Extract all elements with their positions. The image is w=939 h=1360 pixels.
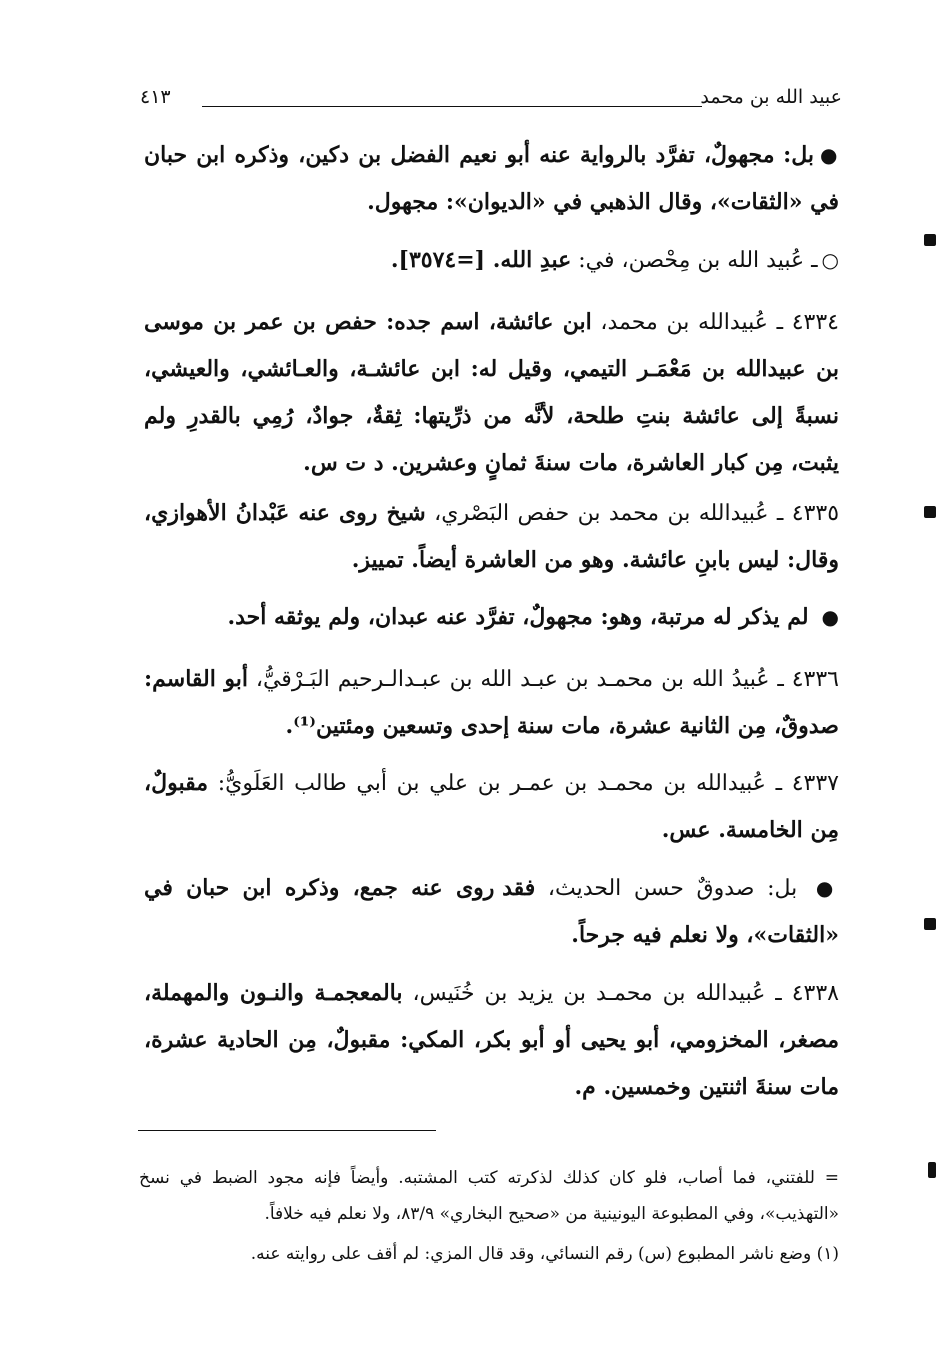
note-lead: بل: صدوقٌ حسن الحديث، bbox=[547, 876, 798, 901]
entry-note-p1 bbox=[144, 132, 839, 226]
bullet-filled-icon: ● bbox=[820, 143, 840, 167]
entry-text: ابن عائشة، اسم جده: حفص بن عمر بن موسى بن عبيدالله بن مَعْمَـر التيمي، وقيل له: ابن عائشـة، والعـائشي، والعيشي، نسبةً إلى عائشة بنتِ طلحة، لأنَّه من ذرِّيتها: ثِقةٌ، جوادٌ، رُمِي بالقدرِ ولم يثبت، مِن كبار العاشرة، مات سنةَ ثمانٍ وعشرين. د ت س. bbox=[144, 309, 839, 476]
note-lead: بل: bbox=[783, 142, 814, 168]
bullet-hollow-icon: ○ bbox=[821, 248, 839, 272]
entry-lead: ـ عُبيدالله بن محمـد بن يزيد بن خُنَيس، bbox=[412, 981, 782, 1006]
entry-4336 bbox=[144, 656, 839, 750]
scan-edge-mark bbox=[924, 506, 936, 518]
entry-number: ٤٣٣٤ bbox=[791, 310, 839, 335]
entry-number: ٤٣٣٧ bbox=[791, 771, 839, 796]
footnote-1: (١) وضع ناشر المطبوع (س) رقم النسائي، وقد قال المزي: لم أقف على روايته عنه. bbox=[250, 1244, 839, 1264]
page-number: ٤١٣ bbox=[140, 86, 171, 108]
entry-number: ٤٣٣٥ bbox=[791, 501, 840, 526]
entry-4335 bbox=[144, 490, 839, 584]
entry-4334 bbox=[144, 299, 839, 487]
note-text: فقد روى عنه جمع، وذكره ابن حبان في «الثقات»، ولا نعلم فيه جرحاً. bbox=[144, 875, 839, 948]
scan-edge-mark bbox=[924, 918, 936, 930]
bullet-filled-icon: ● bbox=[821, 605, 839, 629]
note-text: لم يذكر له مرتبة، وهو: مجهولٌ، تفرَّد عنه عبدان، ولم يوثقه أحد. bbox=[227, 604, 809, 630]
header-title: عبيد الله بن محمد bbox=[700, 86, 842, 108]
footnote-rule bbox=[138, 1130, 436, 1131]
entry-lead: ـ عُبيدُ الله بن محمـد بن عبـد الله بن عبـدالـرحيم البَـرْقيُّ، bbox=[255, 667, 784, 692]
entry-text: مقبولٌ، مِن الخامسة. عس. bbox=[144, 770, 839, 843]
scan-edge-mark bbox=[924, 234, 936, 246]
entry-text: شيخ روى عنه عَبْدانُ الأهوازي، وقال: ليس بابنِ عائشة. وهو من العاشرة أيضاً. تمييز. bbox=[144, 500, 839, 573]
entry-text: بالمعجمـة والنـون والمهملة، مصغر، المخزومي، أبو يحيى أو أبو بكر، المكي: مقبولٌ، مِن الحادية عشرة، مات سنةَ اثنتين وخمسين. م. bbox=[144, 980, 840, 1100]
footnote-separator bbox=[138, 1130, 838, 1132]
entry-lead: ـ عُبيدالله بن محمـد بن عمـر بن علي بن أبي طالب العَلَويُّ: bbox=[217, 771, 783, 796]
entry-lead: ـ عُبيدالله بن محمد، bbox=[600, 310, 784, 335]
entry-4338 bbox=[144, 970, 839, 1111]
entry-note-p8 bbox=[144, 865, 839, 959]
entry-text: أبو القاسم: صدوقٌ، مِن الثانية عشرة، مات سنة إحدى وتسعين ومئتين⁽¹⁾. bbox=[144, 666, 839, 739]
header-rule bbox=[202, 106, 702, 107]
entry-note-p5 bbox=[144, 594, 839, 641]
cross-reference-entry bbox=[144, 237, 839, 284]
entry-lead: ـ عُبيدالله بن محمد بن حفص البَصْري، bbox=[434, 501, 784, 526]
entry-number: ٤٣٣٨ bbox=[791, 981, 839, 1006]
note-text: مجهولٌ، تفرَّد بالرواية عنه أبو نعيم الفضل بن دكين، وذكره ابن حبان في «الثقات»، وقال الذهبي في «الديوان»: مجهول. bbox=[144, 142, 839, 215]
running-header bbox=[140, 86, 842, 116]
scan-edge-mark bbox=[928, 1162, 936, 1178]
entry-4337 bbox=[144, 760, 839, 854]
entry-number: ٤٣٣٦ bbox=[791, 667, 839, 692]
footnote-continued: = للفتني، فما أصاب، فلو كان كذلك لذكرته كتب المشتبه. وأيضاً فإنه مجود الضبط في نسخ «التهذيب»، وفي المطبوعة اليونينية من «صحيح البخاري» ٨٣/٩، ولا نعلم فيه خلافاً. bbox=[139, 1168, 839, 1224]
entry-lead: ـ عُبيد الله بن مِحْصن، في: bbox=[578, 248, 818, 273]
bullet-filled-icon: ● bbox=[815, 876, 840, 900]
entry-text: عبدِ الله. [=٣٥٧٤]. bbox=[390, 247, 572, 273]
